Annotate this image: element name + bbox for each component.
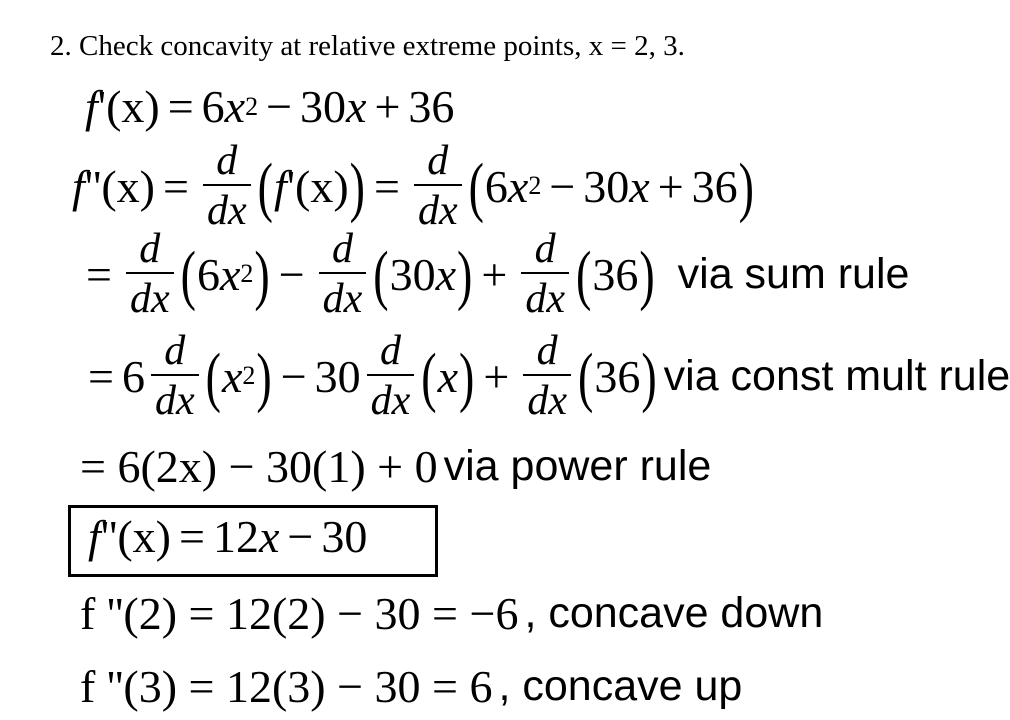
coefficient: 6 bbox=[201, 81, 225, 132]
derivative-operator bbox=[203, 140, 251, 232]
derivative-numerator: d bbox=[427, 138, 449, 184]
second-derivative-result bbox=[88, 510, 367, 563]
left-paren: ( bbox=[421, 339, 437, 413]
minus-sign: − bbox=[549, 160, 576, 212]
derivative-denominator: dx bbox=[206, 188, 247, 234]
fraction-bar bbox=[521, 272, 569, 274]
concavity-annotation: , concave down bbox=[524, 589, 824, 637]
plus-sign: + bbox=[481, 248, 508, 300]
derivative-numerator: d bbox=[216, 138, 238, 184]
argument: (x) bbox=[101, 160, 155, 212]
inner-prime-mark: ' bbox=[286, 160, 296, 212]
evaluation-expression: f ''(2) = 12(2) − 30 = −6 bbox=[80, 588, 519, 639]
inner-function-symbol: f bbox=[273, 160, 287, 212]
evaluation-expression: f ''(3) = 12(3) − 30 = 6 bbox=[80, 661, 493, 712]
derivative-denominator: dx bbox=[154, 378, 195, 424]
argument: (x) bbox=[117, 511, 171, 562]
coefficient: 12 bbox=[212, 511, 259, 562]
plus-sign: + bbox=[657, 160, 684, 212]
equals-sign: = bbox=[373, 160, 400, 212]
constant: 36 bbox=[592, 248, 639, 300]
variable: x bbox=[224, 81, 246, 132]
right-paren: ) bbox=[639, 237, 655, 311]
concavity-annotation: , concave up bbox=[498, 662, 743, 710]
minus-sign: − bbox=[280, 350, 307, 402]
derivative-numerator: d bbox=[536, 328, 558, 374]
power-rule-step bbox=[80, 440, 711, 493]
fraction-bar bbox=[203, 184, 251, 186]
variable: x bbox=[221, 350, 243, 402]
evaluation-at-2 bbox=[80, 587, 823, 640]
constant: 36 bbox=[408, 81, 455, 132]
slide-heading: 2. Check concavity at relative extreme points, x = 2, 3. bbox=[50, 30, 685, 62]
minus-sign: − bbox=[266, 81, 293, 132]
left-paren: ( bbox=[257, 149, 273, 223]
derivative-operator bbox=[151, 330, 199, 422]
equals-sign: = bbox=[179, 511, 205, 562]
derivative-numerator: d bbox=[164, 328, 186, 374]
variable: x bbox=[629, 160, 650, 212]
rule-annotation: via sum rule bbox=[677, 249, 910, 298]
derivative-operator bbox=[319, 228, 367, 320]
coefficient: 30 bbox=[389, 248, 436, 300]
variable: x bbox=[346, 81, 367, 132]
left-paren: ( bbox=[577, 339, 594, 413]
constant: 36 bbox=[691, 160, 738, 212]
coefficient: 6 bbox=[196, 248, 220, 300]
coefficient: 30 bbox=[300, 81, 347, 132]
variable: x bbox=[437, 350, 459, 402]
second-derivative-definition: f '' (x) = $\frac{d}{dx}$ ( f ' (x) ) = $\frac{d}{dx}$ ( 6 x 2 − 30 x + 36 ) bbox=[72, 138, 754, 234]
coefficient: 30 bbox=[583, 160, 630, 212]
evaluation-at-3 bbox=[80, 660, 742, 713]
derivative-operator bbox=[523, 330, 571, 422]
coefficient: 6 bbox=[121, 350, 145, 402]
function-symbol: f bbox=[72, 160, 85, 212]
fraction-bar bbox=[367, 374, 415, 376]
derivative-numerator: d bbox=[534, 226, 556, 272]
variable: x bbox=[258, 511, 280, 562]
right-paren: ) bbox=[738, 149, 754, 223]
left-paren: ( bbox=[205, 339, 221, 413]
minus-sign: − bbox=[287, 511, 314, 562]
variable: x bbox=[219, 248, 241, 300]
power-rule-expression: = 6(2x) − 30(1) + 0 bbox=[80, 441, 438, 492]
plus-sign: + bbox=[483, 350, 510, 402]
prime-marks: '' bbox=[100, 511, 118, 562]
minus-sign: − bbox=[278, 248, 305, 300]
fraction-bar bbox=[319, 272, 367, 274]
rule-annotation: via power rule bbox=[443, 442, 712, 490]
prime-mark: ' bbox=[97, 81, 107, 132]
sum-rule-step: = $\frac{d}{dx}$ ( 6 x 2 ) − $\frac{d}{dx}$ ( 30 x ) + $\frac{d}{dx}$ ( 36 ) via sum rule bbox=[86, 226, 910, 322]
argument: (x) bbox=[106, 81, 160, 132]
function-symbol: f bbox=[85, 81, 98, 132]
constant-multiple-step: = 6 $\frac{d}{dx}$ ( x 2 ) − 30 $\frac{d}{dx}$ ( x ) + $\frac{d}{dx}$ ( 36 ) via const mult rule bbox=[88, 328, 1010, 424]
equals-sign: = bbox=[163, 160, 189, 212]
derivative-operator bbox=[367, 330, 415, 422]
right-paren: ) bbox=[457, 237, 473, 311]
right-paren: ) bbox=[641, 339, 657, 413]
constant: 30 bbox=[321, 511, 368, 562]
left-paren: ( bbox=[373, 237, 389, 311]
right-paren: ) bbox=[459, 339, 475, 413]
derivative-operator bbox=[414, 140, 462, 232]
equals-sign: = bbox=[88, 350, 114, 402]
derivative-denominator: dx bbox=[370, 378, 411, 424]
equals-sign: = bbox=[167, 81, 194, 132]
coefficient: 30 bbox=[314, 350, 361, 402]
derivative-denominator: dx bbox=[322, 276, 363, 322]
derivative-numerator: d bbox=[331, 226, 353, 272]
constant: 36 bbox=[594, 350, 641, 402]
variable: x bbox=[507, 160, 529, 212]
rule-annotation: via const mult rule bbox=[663, 351, 1010, 400]
prime-marks: '' bbox=[84, 160, 102, 212]
first-derivative-equation: f ' (x) = 6 x 2 − 30 x + 36 bbox=[85, 81, 455, 132]
derivative-denominator: dx bbox=[525, 276, 565, 322]
inner-argument: (x) bbox=[295, 160, 349, 212]
left-paren: ( bbox=[180, 237, 196, 311]
right-paren: ) bbox=[256, 339, 272, 413]
coefficient: 6 bbox=[484, 160, 508, 212]
fraction-bar bbox=[126, 272, 174, 274]
fraction-bar bbox=[151, 374, 199, 376]
derivative-operator bbox=[126, 228, 174, 320]
right-paren: ) bbox=[254, 237, 270, 311]
equals-sign: = bbox=[86, 248, 112, 300]
derivative-denominator: dx bbox=[417, 188, 458, 234]
derivative-denominator: dx bbox=[129, 276, 170, 322]
right-paren: ) bbox=[349, 149, 365, 223]
derivative-denominator: dx bbox=[527, 378, 567, 424]
left-paren: ( bbox=[468, 149, 484, 223]
derivative-operator bbox=[521, 228, 569, 320]
fraction-bar bbox=[523, 374, 571, 376]
derivative-numerator: d bbox=[379, 328, 401, 374]
left-paren: ( bbox=[575, 237, 592, 311]
function-symbol: f bbox=[88, 511, 101, 562]
plus-sign: + bbox=[374, 81, 401, 132]
derivative-numerator: d bbox=[139, 226, 161, 272]
fraction-bar bbox=[414, 184, 462, 186]
variable: x bbox=[435, 248, 457, 300]
